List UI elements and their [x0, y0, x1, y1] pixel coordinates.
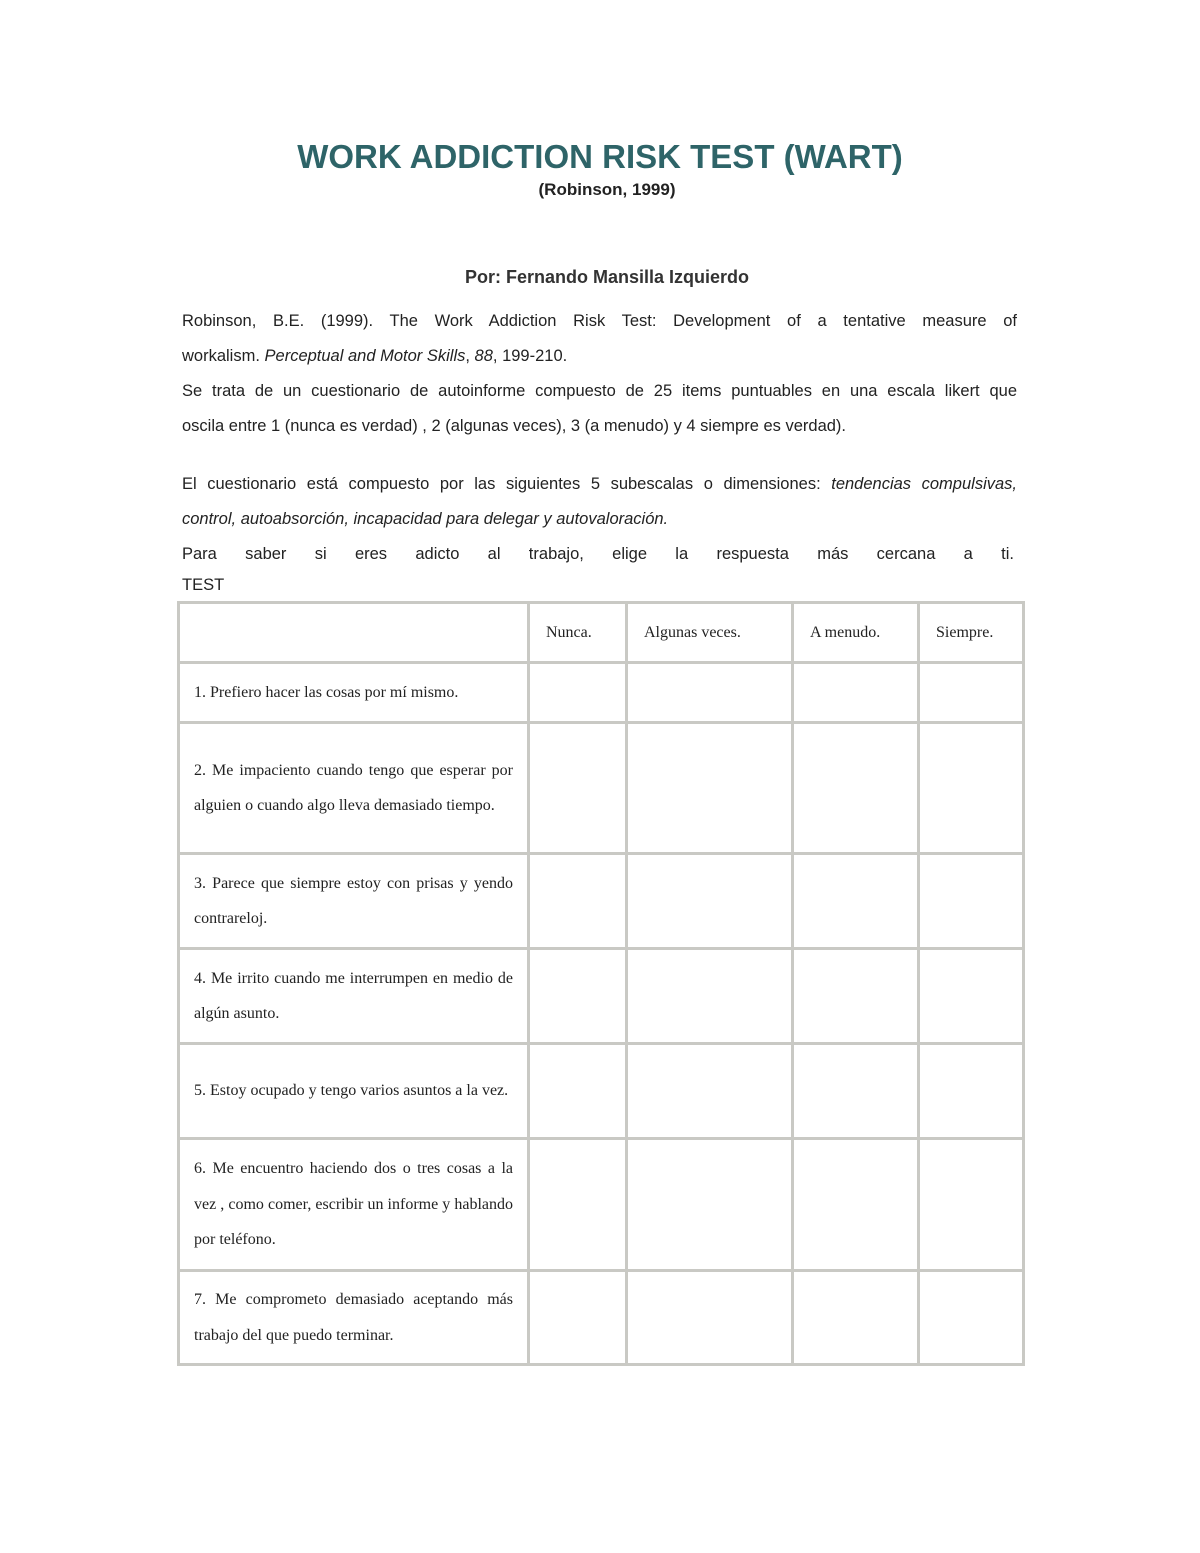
table-row	[179, 663, 1024, 723]
answer-cell-algunas-veces[interactable]	[627, 1139, 793, 1271]
answer-cell-siempre[interactable]	[919, 1271, 1024, 1365]
table-row	[179, 949, 1024, 1044]
answer-cell-a-menudo[interactable]	[793, 1044, 919, 1139]
header-a-menudo: A menudo.	[793, 603, 919, 663]
answer-cell-siempre[interactable]	[919, 1139, 1024, 1271]
page-title: WORK ADDICTION RISK TEST (WART)	[297, 138, 903, 175]
answer-cell-algunas-veces[interactable]	[627, 723, 793, 854]
reference-volume: 88	[474, 347, 493, 365]
dimensions-prefix: El cuestionario está compuesto por las siguientes 5 subescalas o dimensiones:	[182, 475, 832, 493]
table-row	[179, 1139, 1024, 1271]
dimensions-paragraph	[182, 467, 1017, 602]
question-cell: 7. Me comprometo demasiado aceptando más trabajo del que puedo terminar.	[179, 1271, 529, 1365]
question-cell: 1. Prefiero hacer las cosas por mí mismo.	[179, 663, 529, 723]
dimensions-line-1	[182, 467, 1017, 502]
answer-cell-algunas-veces[interactable]	[627, 949, 793, 1044]
answer-cell-algunas-veces[interactable]	[627, 1271, 793, 1365]
reference-prefix: workalism.	[182, 347, 265, 365]
answer-cell-nunca[interactable]	[529, 949, 627, 1044]
answer-cell-nunca[interactable]	[529, 854, 627, 949]
header-empty-cell	[179, 603, 529, 663]
instruction-line: Para saber si eres adicto al trabajo, elige la respuesta más cercana a ti.	[182, 545, 1014, 563]
question-cell: 6. Me encuentro haciendo dos o tres cosas a la vez , como comer, escribir un informe y hablando por teléfono.	[179, 1139, 529, 1271]
answer-cell-siempre[interactable]	[919, 663, 1024, 723]
question-cell: 5. Estoy ocupado y tengo varios asuntos a la vez.	[179, 1044, 529, 1139]
answer-cell-algunas-veces[interactable]	[627, 854, 793, 949]
author-line: Por: Fernando Mansilla Izquierdo	[464, 267, 750, 287]
answer-cell-siempre[interactable]	[919, 1044, 1024, 1139]
table-row	[179, 1044, 1024, 1139]
test-table	[177, 601, 1025, 1366]
header-nunca: Nunca.	[529, 603, 627, 663]
answer-cell-a-menudo[interactable]	[793, 723, 919, 854]
reference-line-1: Robinson, B.E. (1999). The Work Addiction Risk Test: Development of a tentative measure of	[182, 312, 1017, 330]
dimensions-italic-2: control, autoabsorción, incapacidad para delegar y autovaloración.	[182, 510, 669, 528]
reference-pages: , 199-210.	[492, 347, 568, 365]
reference-line-2	[182, 339, 1017, 374]
answer-cell-siempre[interactable]	[919, 949, 1024, 1044]
dimensions-italic-1: tendencias compulsivas,	[831, 475, 1018, 493]
answer-cell-a-menudo[interactable]	[793, 1139, 919, 1271]
page-subtitle: (Robinson, 1999)	[538, 180, 676, 199]
question-cell: 4. Me irrito cuando me interrumpen en medio de algún asunto.	[179, 949, 529, 1044]
answer-cell-siempre[interactable]	[919, 854, 1024, 949]
answer-cell-a-menudo[interactable]	[793, 663, 919, 723]
answer-cell-nunca[interactable]	[529, 1044, 627, 1139]
reference-journal: Perceptual and Motor Skills	[264, 347, 466, 365]
answer-cell-nunca[interactable]	[529, 723, 627, 854]
answer-cell-nunca[interactable]	[529, 663, 627, 723]
answer-cell-algunas-veces[interactable]	[627, 1044, 793, 1139]
table-row	[179, 723, 1024, 854]
answer-cell-nunca[interactable]	[529, 1271, 627, 1365]
dimensions-line-2	[182, 502, 1017, 537]
answer-cell-a-menudo[interactable]	[793, 1271, 919, 1365]
table-row	[179, 854, 1024, 949]
header-siempre: Siempre.	[919, 603, 1024, 663]
answer-cell-a-menudo[interactable]	[793, 854, 919, 949]
answer-cell-nunca[interactable]	[529, 1139, 627, 1271]
description-line-2: oscila entre 1 (nunca es verdad) , 2 (algunas veces), 3 (a menudo) y 4 siempre es verdad).	[182, 417, 846, 435]
table-row	[179, 1271, 1024, 1365]
header-algunas-veces: Algunas veces.	[627, 603, 793, 663]
answer-cell-siempre[interactable]	[919, 723, 1024, 854]
question-cell: 2. Me impaciento cuando tengo que esperar por alguien o cuando algo lleva demasiado tiempo.	[179, 723, 529, 854]
reference-paragraph	[182, 304, 1017, 444]
reference-sep: ,	[465, 347, 475, 365]
test-label: TEST	[182, 576, 225, 594]
description-line-1: Se trata de un cuestionario de autoinforme compuesto de 25 items puntuables en una escala likert que	[182, 382, 1017, 400]
answer-cell-algunas-veces[interactable]	[627, 663, 793, 723]
table-header-row	[179, 603, 1024, 663]
answer-cell-a-menudo[interactable]	[793, 949, 919, 1044]
question-cell: 3. Parece que siempre estoy con prisas y yendo contrareloj.	[179, 854, 529, 949]
